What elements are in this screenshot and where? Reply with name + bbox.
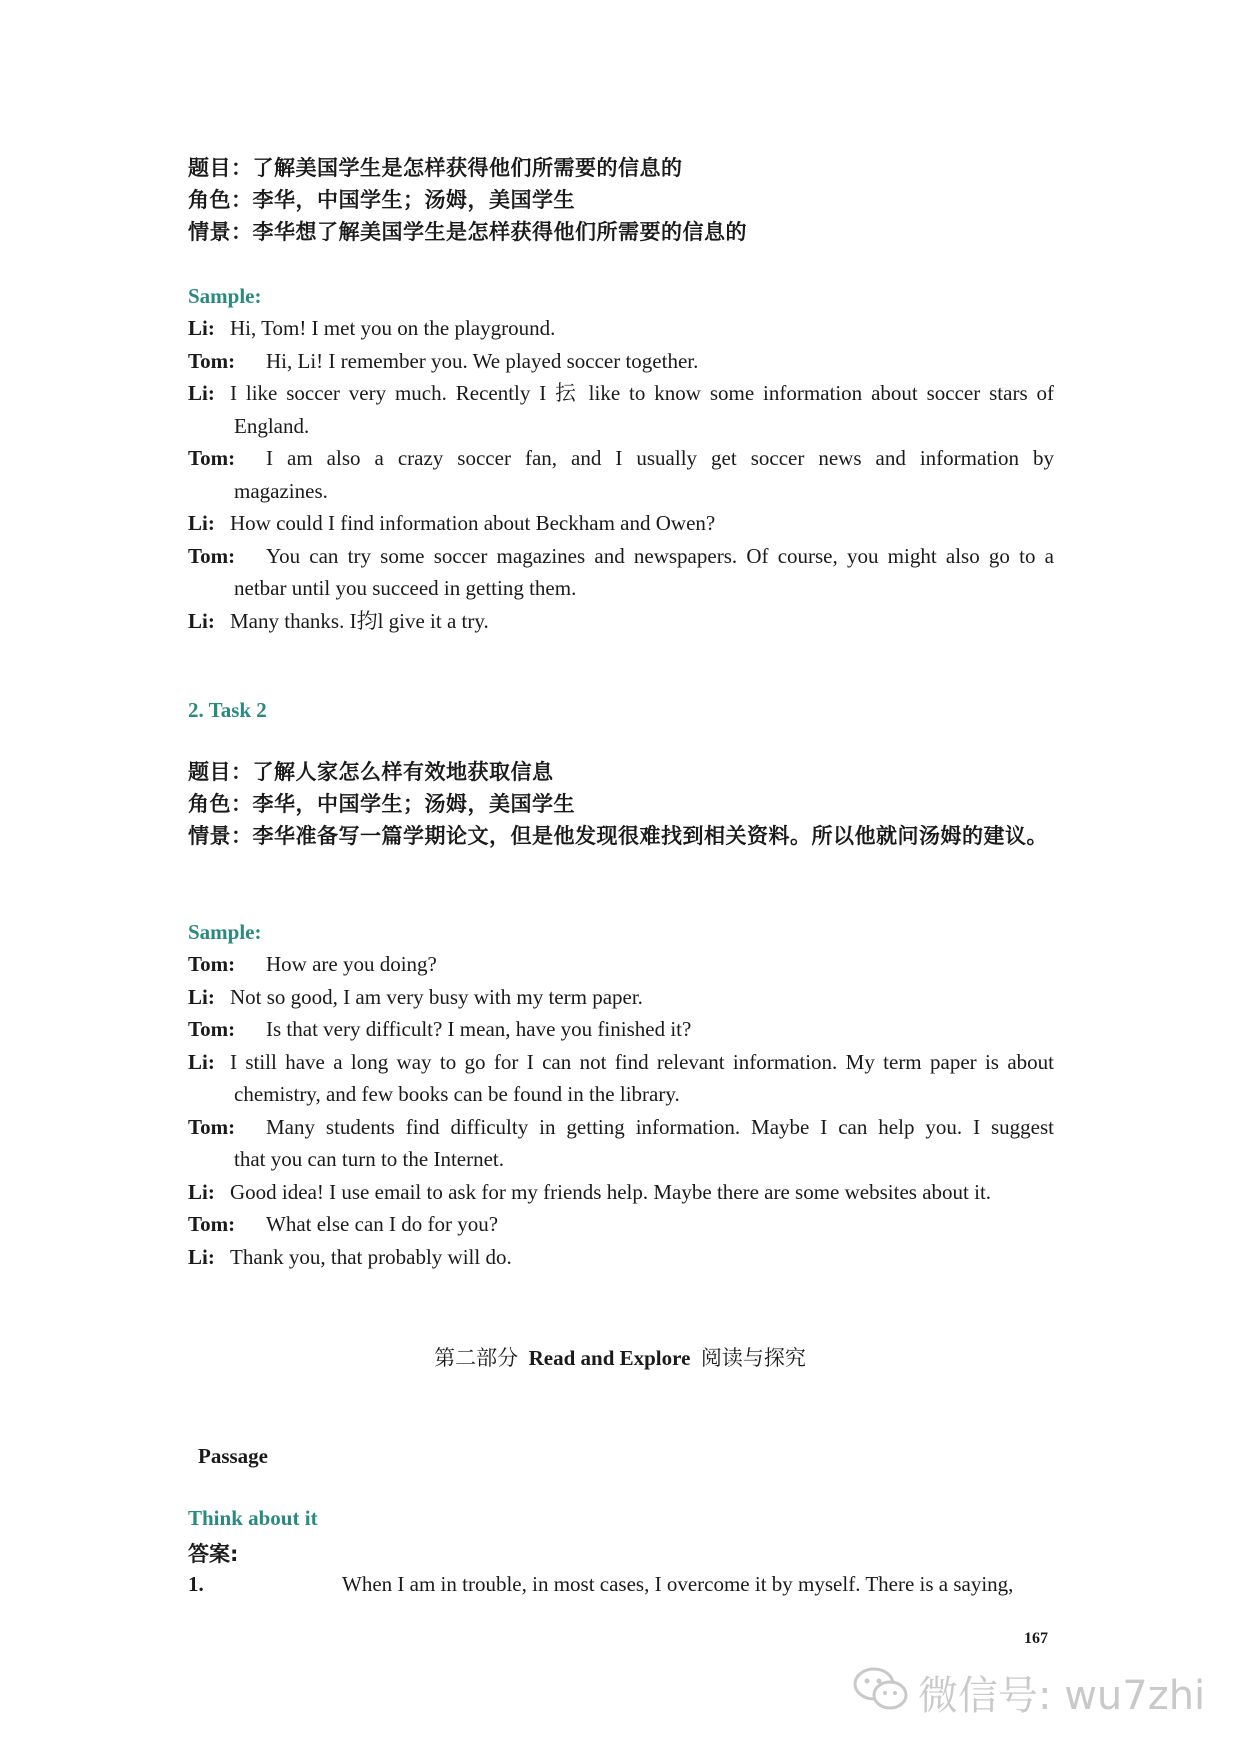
speaker-label: Li: bbox=[188, 1244, 215, 1269]
speaker-label: Li: bbox=[188, 381, 215, 405]
speaker-label: Tom: bbox=[188, 1212, 236, 1236]
dialog-text: I still have a long way to go for I can not find relevant information. My term paper is about bbox=[230, 1049, 1054, 1074]
dialog-line bbox=[188, 442, 1054, 475]
dialog-line bbox=[188, 312, 1054, 345]
dialog-line bbox=[188, 981, 1054, 1014]
section-title bbox=[0, 1342, 1240, 1372]
dialog-line bbox=[188, 1078, 1054, 1111]
wechat-logo-icon bbox=[852, 1666, 910, 1712]
speaker-label: Tom: bbox=[188, 543, 236, 568]
task2-scene: 情景：李华准备写一篇学期论文，但是他发现很难找到相关资料。所以他就问汤姆的建议。 bbox=[188, 824, 1048, 848]
dialog-line bbox=[188, 1143, 1054, 1176]
task2-dialog bbox=[188, 948, 1054, 1273]
dialog-line bbox=[188, 475, 1054, 508]
section-title-cn-right: 阅读与探究 bbox=[700, 1346, 806, 1370]
page-number: 167 bbox=[1024, 1630, 1048, 1647]
task2-topic: 题目：了解人家怎么样有效地获取信息 bbox=[188, 760, 554, 784]
dialog-line bbox=[188, 1013, 1054, 1046]
speaker-label: Li: bbox=[188, 608, 215, 633]
task2-roles: 角色：李华，中国学生；汤姆，美国学生 bbox=[188, 792, 575, 816]
dialog-text: How are you doing? bbox=[266, 952, 437, 976]
dialog-line bbox=[188, 1208, 1054, 1241]
task1-topic: 题目：了解美国学生是怎样获得他们所需要的信息的 bbox=[188, 156, 683, 180]
dialog-line bbox=[188, 1111, 1054, 1144]
dialog-text: I am also a crazy soccer fan, and I usually get soccer news and information by bbox=[266, 446, 1054, 470]
answer-label: 答案: bbox=[188, 1542, 239, 1566]
dialog-line bbox=[188, 1241, 1054, 1274]
question-1-text: When I am in trouble, in most cases, I overcome it by myself. There is a saying, bbox=[342, 1572, 1014, 1596]
task1-scene: 情景：李华想了解美国学生是怎样获得他们所需要的信息的 bbox=[188, 220, 747, 244]
dialog-text-continued: that you can turn to the Internet. bbox=[234, 1147, 504, 1171]
dialog-line bbox=[188, 572, 1054, 605]
dialog-text: Thank you, that probably will do. bbox=[230, 1244, 512, 1269]
dialog-line bbox=[188, 605, 1054, 638]
dialog-text: Many students find difficulty in getting information. Maybe I can help you. I suggest bbox=[266, 1114, 1054, 1139]
dialog-line bbox=[188, 1176, 1054, 1209]
speaker-label: Li: bbox=[188, 1049, 215, 1074]
task1-sample-label: Sample: bbox=[188, 284, 262, 308]
dialog-text: How could I find information about Beckham and Owen? bbox=[230, 511, 716, 535]
watermark-text: 微信号: wu7zhi bbox=[918, 1673, 1206, 1719]
dialog-text: Hi, Tom! I met you on the playground. bbox=[230, 316, 556, 340]
dialog-line bbox=[188, 1046, 1054, 1079]
dialog-text: Good idea! I use email to ask for my friends help. Maybe there are some websites about it. bbox=[230, 1179, 992, 1204]
think-about-it-label: Think about it bbox=[188, 1506, 318, 1530]
dialog-text: Many thanks. I抣l give it a try. bbox=[230, 608, 489, 633]
dialog-text: You can try some soccer magazines and newspapers. Of course, you might also go to a bbox=[266, 543, 1054, 568]
dialog-line bbox=[188, 507, 1054, 540]
dialog-text-continued: England. bbox=[234, 413, 310, 438]
passage-label: Passage bbox=[198, 1444, 268, 1468]
speaker-label: Tom: bbox=[188, 1114, 236, 1139]
dialog-line bbox=[188, 410, 1054, 443]
speaker-label: Tom: bbox=[188, 952, 236, 976]
speaker-label: Li: bbox=[188, 1179, 215, 1204]
dialog-line bbox=[188, 540, 1054, 573]
dialog-text: Hi, Li! I remember you. We played soccer together. bbox=[266, 348, 699, 373]
dialog-text: Is that very difficult? I mean, have you finished it? bbox=[266, 1017, 692, 1041]
task2-heading: 2. Task 2 bbox=[188, 698, 267, 722]
dialog-text: What else can I do for you? bbox=[266, 1212, 499, 1236]
speaker-label: Tom: bbox=[188, 348, 236, 373]
task1-roles: 角色：李华，中国学生；汤姆，美国学生 bbox=[188, 188, 575, 212]
speaker-label: Li: bbox=[188, 511, 215, 535]
dialog-text-continued: netbar until you succeed in getting them. bbox=[234, 576, 577, 600]
dialog-line bbox=[188, 948, 1054, 981]
dialog-text-continued: magazines. bbox=[234, 478, 328, 503]
section-title-cn-left: 第二部分 bbox=[434, 1346, 519, 1370]
dialog-text: I like soccer very much. Recently I 抎 like to know some information about soccer stars of bbox=[230, 381, 1054, 405]
speaker-label: Tom: bbox=[188, 1017, 236, 1041]
question-1-number: 1. bbox=[188, 1572, 204, 1596]
dialog-line bbox=[188, 345, 1054, 378]
task1-dialog bbox=[188, 312, 1054, 637]
dialog-text-continued: chemistry, and few books can be found in the library. bbox=[234, 1082, 680, 1106]
dialog-text: Not so good, I am very busy with my term paper. bbox=[230, 984, 643, 1009]
task2-sample-label: Sample: bbox=[188, 920, 262, 944]
wechat-watermark bbox=[852, 1660, 1212, 1720]
speaker-label: Li: bbox=[188, 984, 215, 1009]
dialog-line bbox=[188, 377, 1054, 410]
section-title-en: Read and Explore bbox=[528, 1346, 691, 1370]
speaker-label: Tom: bbox=[188, 446, 236, 470]
speaker-label: Li: bbox=[188, 316, 215, 340]
